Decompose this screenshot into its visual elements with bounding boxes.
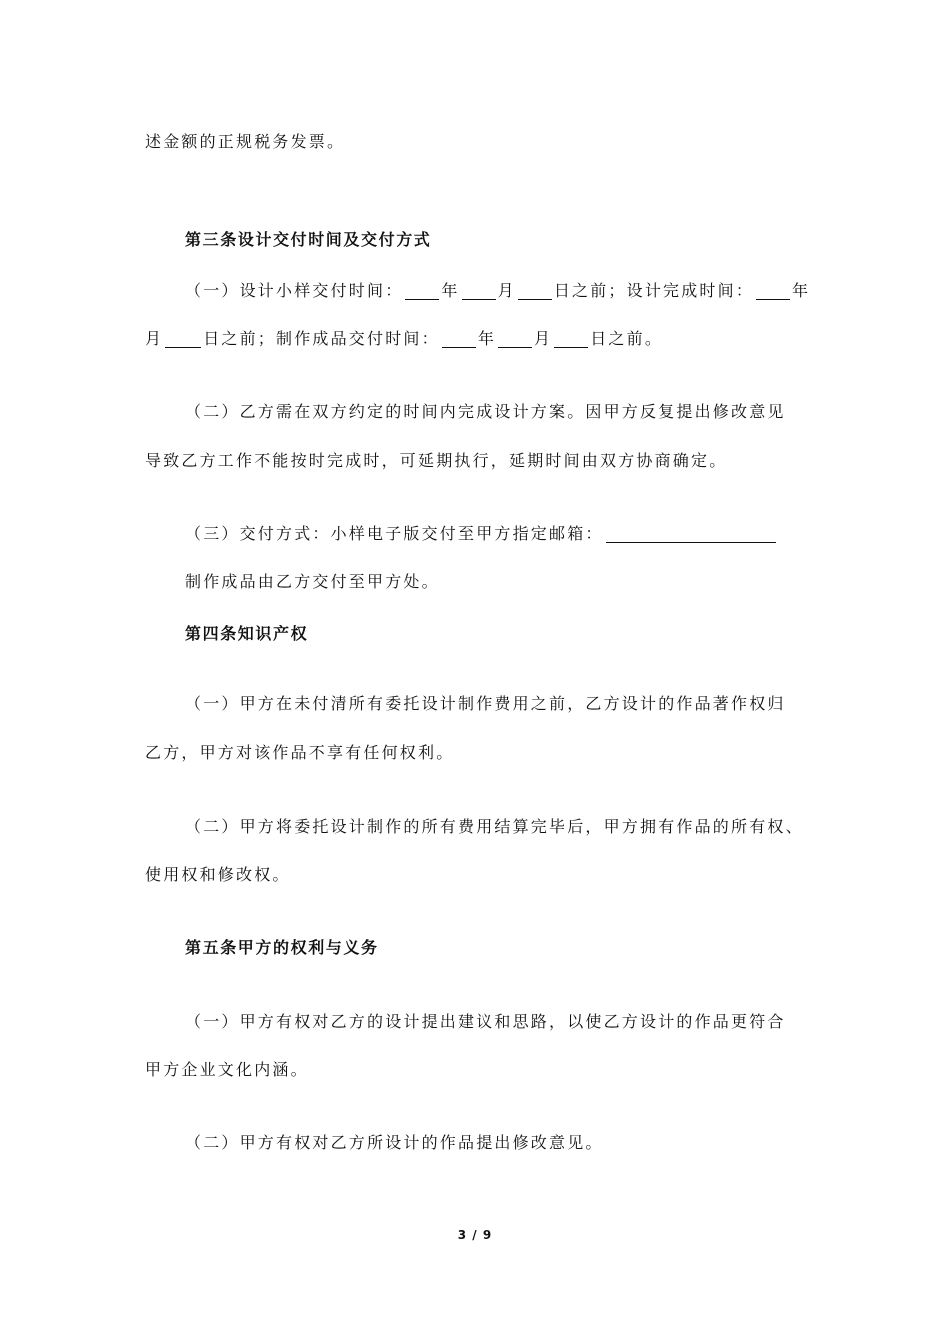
- paragraph-line: 导致乙方工作不能按时完成时，可延期执行，延期时间由双方协商确定。: [145, 451, 728, 470]
- text-segment: 年: [441, 281, 460, 300]
- paragraph-line: 使用权和修改权。: [145, 865, 291, 884]
- text-segment: 日之前；设计完成时间：: [553, 281, 755, 300]
- email-blank: [606, 526, 776, 543]
- fill-blank: [462, 283, 496, 300]
- paragraph-line: [145, 327, 663, 351]
- fill-blank: [554, 331, 588, 348]
- fill-blank: [165, 331, 201, 348]
- paragraph-line: [185, 279, 810, 303]
- paragraph-line: （一）甲方有权对乙方的设计提出建议和思路，以使乙方设计的作品更符合: [185, 1012, 786, 1031]
- text-segment: 年: [477, 329, 497, 348]
- text-segment: 日之前；制作成品交付时间：: [203, 329, 440, 348]
- section-heading-3: 第三条设计交付时间及交付方式: [185, 230, 432, 249]
- section-heading-5: 第五条甲方的权利与义务: [185, 938, 379, 957]
- paragraph-line: （一）甲方在未付清所有委托设计制作费用之前，乙方设计的作品著作权归: [185, 694, 786, 713]
- paragraph-line: （二）乙方需在双方约定的时间内完成设计方案。因甲方反复提出修改意见: [185, 402, 786, 421]
- section-heading-4: 第四条知识产权: [185, 624, 309, 643]
- paragraph-line: （二）甲方将委托设计制作的所有费用结算完毕后，甲方拥有作品的所有权、: [185, 817, 804, 836]
- page-number: 3 / 9: [457, 1228, 493, 1242]
- text-segment: （一）设计小样交付时间：: [185, 281, 404, 300]
- paragraph-line: 述金额的正规税务发票。: [145, 132, 346, 151]
- fill-blank: [756, 283, 790, 300]
- paragraph-line: 甲方企业文化内涵。: [145, 1060, 309, 1079]
- text-segment: 月: [145, 329, 164, 348]
- paragraph-line: 乙方，甲方对该作品不享有任何权利。: [145, 743, 455, 762]
- fill-blank: [498, 331, 532, 348]
- paragraph-line: 制作成品由乙方交付至甲方处。: [185, 572, 440, 591]
- text-segment: 月: [497, 281, 516, 300]
- text-segment: 日之前。: [590, 329, 664, 348]
- text-segment: 年: [792, 281, 811, 300]
- fill-blank: [405, 283, 439, 300]
- fill-blank: [442, 331, 476, 348]
- text-segment: 月: [534, 329, 553, 348]
- paragraph-line: （二）甲方有权对乙方所设计的作品提出修改意见。: [185, 1133, 604, 1152]
- fill-blank: [518, 283, 552, 300]
- text-segment: （三）交付方式：小样电子版交付至甲方指定邮箱：: [185, 524, 604, 543]
- paragraph-line: [185, 522, 778, 546]
